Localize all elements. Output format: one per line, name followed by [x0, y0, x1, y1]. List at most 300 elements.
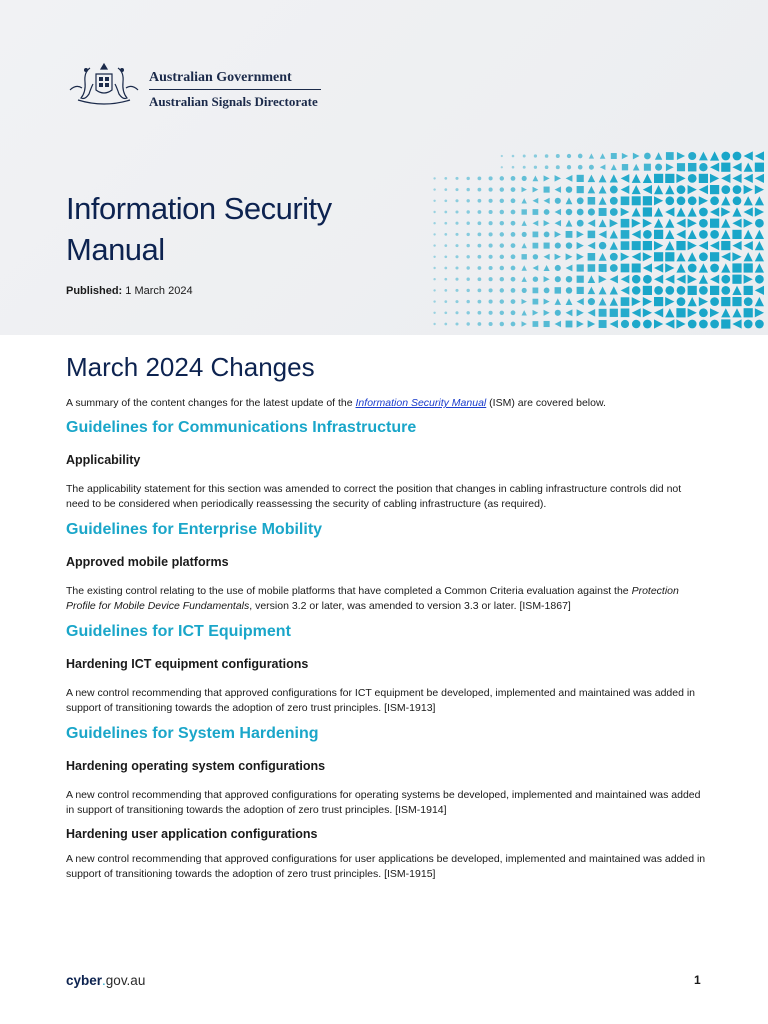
pattern-shape — [755, 297, 764, 306]
pattern-shape — [688, 275, 697, 284]
pattern-shape — [511, 232, 516, 237]
pattern-shape — [744, 275, 753, 284]
pattern-shape — [478, 300, 482, 304]
pattern-shape — [688, 174, 697, 183]
pattern-shape — [555, 175, 561, 181]
pattern-shape — [721, 185, 730, 194]
pattern-shape — [566, 287, 572, 293]
pattern-shape — [621, 275, 630, 284]
pattern-shape — [632, 196, 641, 205]
pattern-shape — [665, 230, 674, 239]
pattern-shape — [444, 244, 447, 247]
pattern-shape — [512, 166, 515, 169]
pattern-shape — [643, 308, 652, 317]
pattern-shape — [500, 299, 504, 303]
pattern-shape — [478, 210, 482, 214]
pattern-shape — [632, 174, 641, 183]
pattern-shape — [500, 266, 504, 270]
pattern-shape — [721, 163, 730, 172]
pattern-shape — [611, 164, 617, 170]
pattern-shape — [511, 221, 516, 226]
pattern-shape — [643, 297, 652, 306]
pattern-shape — [444, 233, 447, 236]
intro-text-before: A summary of the content changes for the latest update of the — [66, 397, 356, 409]
pattern-shape — [643, 219, 652, 228]
pattern-shape — [643, 286, 652, 295]
pattern-shape — [600, 153, 606, 159]
pattern-shape — [699, 263, 708, 272]
pattern-shape — [566, 276, 572, 282]
pattern-shape — [676, 241, 685, 250]
pattern-shape — [654, 196, 663, 205]
pattern-shape — [555, 231, 561, 237]
pattern-shape — [500, 210, 504, 214]
pattern-shape — [632, 297, 641, 306]
pattern-shape — [511, 266, 516, 271]
pattern-shape — [522, 221, 527, 226]
pattern-shape — [621, 174, 630, 183]
pattern-shape — [500, 199, 504, 203]
pattern-shape — [466, 300, 469, 303]
footer-logo-cyber: cyber — [66, 973, 103, 988]
pattern-shape — [566, 231, 573, 238]
pattern-shape — [676, 219, 685, 228]
pattern-shape — [732, 286, 741, 295]
pattern-shape — [755, 230, 764, 239]
pattern-shape — [677, 163, 685, 171]
pattern-shape — [577, 320, 584, 327]
paragraph-ict-hardening: A new control recommending that approved configurations for ICT equipment be developed, implemented and maintained was added in support of transitioning towards the adoption of zero trust principles. [ISM-1913] — [66, 687, 696, 714]
pattern-shape — [699, 208, 708, 217]
pattern-shape — [654, 174, 663, 183]
pattern-shape — [500, 311, 504, 315]
pattern-shape — [433, 244, 435, 246]
pattern-shape — [544, 299, 550, 305]
pattern-shape — [755, 163, 764, 172]
pattern-shape — [676, 319, 685, 328]
pattern-shape — [577, 220, 584, 227]
pattern-shape — [688, 219, 697, 228]
pattern-shape — [534, 154, 537, 157]
pattern-shape — [444, 211, 447, 214]
pattern-shape — [733, 185, 742, 194]
pattern-shape — [455, 222, 458, 225]
ism-link[interactable]: Information Security Manual — [355, 397, 487, 409]
pattern-shape — [665, 207, 674, 216]
pattern-shape — [688, 252, 697, 261]
paragraph-os-hardening: A new control recommending that approved configurations for operating systems be developed, implemented and maintained was added in support of transitioning towards the adoption of zero trust principles. [ISM-1914] — [66, 789, 701, 816]
pattern-shape — [599, 286, 607, 294]
pattern-shape — [721, 308, 730, 317]
published-date: 1 March 2024 — [125, 285, 193, 297]
pattern-shape — [632, 275, 641, 284]
pattern-shape — [710, 320, 719, 329]
pattern-shape — [621, 241, 630, 250]
pattern-shape — [444, 267, 447, 270]
pattern-shape — [688, 196, 697, 205]
pattern-shape — [489, 176, 493, 180]
pattern-shape — [610, 208, 618, 216]
pattern-shape — [621, 297, 630, 306]
pattern-shape — [466, 221, 469, 224]
pattern-shape — [610, 241, 618, 249]
pattern-shape — [632, 241, 641, 250]
pattern-shape — [544, 288, 550, 294]
main-content — [66, 350, 716, 890]
pattern-shape — [578, 165, 583, 170]
pattern-shape — [555, 220, 561, 226]
pattern-shape — [566, 298, 573, 305]
paragraph-applicability: The applicability statement for this section was amended to correct the position that changes in cabling infrastructure controls did not need to be considered when periodically reassessing the security of cabling infrastructure (as required). — [66, 483, 682, 510]
pattern-shape — [744, 252, 753, 261]
pattern-shape — [744, 163, 753, 172]
pattern-shape — [444, 199, 447, 202]
pattern-shape — [654, 219, 663, 228]
subheading-mobile-platforms: Approved mobile platforms — [66, 555, 229, 569]
pattern-shape — [433, 233, 435, 235]
pattern-shape — [489, 244, 493, 248]
pattern-shape — [489, 188, 493, 192]
pattern-shape — [556, 165, 560, 169]
pattern-shape — [643, 174, 652, 183]
pattern-shape — [732, 163, 741, 172]
pattern-shape — [710, 286, 719, 295]
pattern-shape — [566, 265, 573, 272]
pattern-shape — [632, 252, 641, 261]
pattern-shape — [455, 188, 458, 191]
pattern-shape — [666, 152, 674, 160]
pattern-shape — [688, 308, 697, 317]
pattern-shape — [610, 320, 618, 328]
pattern-shape — [466, 233, 469, 236]
pattern-shape — [544, 254, 550, 260]
pattern-shape — [500, 232, 504, 236]
pattern-shape — [732, 219, 741, 228]
pattern-shape — [433, 188, 435, 190]
pattern-shape — [444, 222, 447, 225]
pattern-shape — [478, 188, 482, 192]
pattern-shape — [489, 199, 493, 203]
pattern-shape — [599, 309, 607, 317]
pattern-shape — [577, 242, 584, 249]
subheading-applicability: Applicability — [66, 453, 141, 467]
pattern-shape — [522, 277, 527, 282]
pattern-shape — [755, 263, 764, 272]
pattern-shape — [511, 176, 516, 181]
pattern-shape — [533, 265, 539, 271]
pattern-shape — [466, 244, 469, 247]
pattern-shape — [466, 322, 469, 325]
pattern-shape — [577, 209, 584, 216]
pattern-shape — [522, 321, 527, 326]
pattern-shape — [610, 230, 618, 238]
pattern-shape — [710, 151, 719, 160]
pattern-shape — [643, 252, 652, 261]
pattern-shape — [643, 185, 652, 194]
pattern-shape — [599, 298, 607, 306]
mobile-text-before: The existing control relating to the use of mobile platforms that have completed a Common Criteria evaluation against the — [66, 585, 632, 597]
pattern-shape — [512, 155, 515, 158]
pattern-shape — [478, 311, 482, 315]
pattern-shape — [665, 263, 674, 272]
pattern-shape — [522, 299, 527, 304]
pattern-shape — [632, 264, 641, 273]
pattern-shape — [632, 185, 641, 194]
pattern-shape — [755, 219, 764, 228]
pattern-shape — [500, 176, 504, 180]
pattern-shape — [665, 275, 674, 284]
pattern-shape — [610, 286, 618, 294]
pattern-shape — [544, 243, 550, 249]
pattern-shape — [621, 219, 630, 228]
pattern-shape — [555, 254, 561, 260]
pattern-shape — [578, 154, 583, 159]
pattern-shape — [732, 263, 741, 272]
pattern-shape — [533, 288, 539, 294]
pattern-shape — [444, 323, 447, 326]
pattern-shape — [567, 165, 571, 169]
pattern-shape — [710, 230, 719, 239]
pattern-shape — [621, 230, 630, 239]
pattern-shape — [533, 299, 539, 305]
pattern-shape — [744, 196, 753, 205]
pattern-shape — [555, 198, 561, 204]
pattern-shape — [466, 311, 469, 314]
pattern-shape — [455, 300, 458, 303]
pattern-shape — [665, 319, 674, 328]
pattern-shape — [555, 321, 561, 327]
pattern-shape — [544, 321, 550, 327]
pattern-shape — [555, 186, 561, 192]
pattern-shape — [599, 208, 607, 216]
pattern-shape — [755, 174, 764, 183]
pattern-shape — [732, 252, 741, 261]
pattern-shape — [566, 197, 573, 204]
pattern-shape — [699, 275, 708, 284]
pattern-shape — [500, 277, 504, 281]
coat-of-arms-icon — [66, 60, 142, 108]
pattern-shape — [588, 186, 596, 194]
pattern-shape — [699, 297, 708, 306]
pattern-shape — [732, 241, 741, 250]
pattern-shape — [433, 300, 435, 302]
pattern-shape — [433, 278, 435, 280]
pattern-shape — [699, 174, 708, 183]
pattern-shape — [654, 286, 663, 295]
pattern-shape — [610, 297, 618, 305]
pattern-shape — [632, 320, 641, 329]
section-heading-ict-equipment: Guidelines for ICT Equipment — [66, 623, 291, 640]
section-heading-system-hardening: Guidelines for System Hardening — [66, 725, 319, 742]
pattern-shape — [710, 275, 719, 284]
pattern-shape — [676, 275, 685, 284]
pattern-shape — [599, 197, 607, 205]
pattern-shape — [455, 210, 458, 213]
pattern-shape — [511, 288, 516, 293]
pattern-shape — [632, 308, 641, 317]
pattern-shape — [478, 266, 482, 270]
section-heading-mobility: Guidelines for Enterprise Mobility — [66, 521, 323, 538]
pattern-shape — [599, 275, 607, 283]
pattern-shape — [744, 263, 753, 272]
pattern-shape — [688, 230, 697, 239]
pattern-shape — [710, 308, 719, 317]
pattern-shape — [643, 263, 652, 272]
pattern-shape — [478, 177, 482, 181]
pattern-shape — [721, 286, 730, 295]
pattern-shape — [501, 155, 503, 157]
pattern-shape — [500, 288, 504, 292]
pattern-shape — [522, 187, 527, 192]
pattern-shape — [755, 252, 764, 261]
pattern-shape — [444, 188, 447, 191]
pattern-shape — [577, 186, 584, 193]
pattern-shape — [566, 209, 572, 215]
pattern-shape — [699, 152, 708, 161]
subheading-app-hardening: Hardening user application configurations — [66, 827, 318, 841]
pattern-shape — [433, 256, 435, 258]
pattern-shape — [721, 275, 730, 284]
pattern-shape — [654, 241, 663, 250]
pattern-shape — [721, 263, 730, 272]
pattern-shape — [533, 321, 539, 327]
pattern-shape — [555, 265, 561, 271]
pattern-shape — [566, 321, 573, 328]
pattern-shape — [665, 252, 674, 261]
pattern-shape — [455, 255, 458, 258]
pattern-shape — [433, 289, 435, 291]
pattern-shape — [755, 275, 764, 284]
pattern-shape — [744, 230, 753, 239]
pattern-shape — [688, 207, 697, 216]
pattern-shape — [643, 196, 652, 205]
pattern-shape — [489, 266, 493, 270]
pattern-shape — [755, 196, 764, 205]
pattern-shape — [721, 174, 730, 183]
pattern-shape — [511, 299, 516, 304]
pattern-shape — [478, 277, 482, 281]
pattern-shape — [621, 286, 630, 295]
pattern-shape — [533, 198, 539, 204]
pattern-shape — [755, 320, 764, 329]
pattern-shape — [600, 164, 606, 170]
pattern-shape — [544, 198, 550, 204]
pattern-shape — [654, 308, 663, 317]
pattern-shape — [621, 264, 630, 273]
pattern-shape — [444, 311, 447, 314]
pattern-shape — [699, 286, 708, 295]
pattern-shape — [699, 185, 708, 194]
pattern-shape — [588, 175, 596, 183]
pattern-shape — [655, 152, 662, 159]
pattern-shape — [710, 174, 719, 183]
pattern-shape — [523, 166, 526, 169]
pattern-shape — [654, 252, 663, 261]
pattern-shape — [755, 185, 764, 194]
pattern-shape — [654, 319, 663, 328]
pattern-shape — [588, 231, 596, 239]
pattern-shape — [599, 186, 607, 194]
pattern-shape — [588, 264, 596, 272]
pattern-shape — [455, 311, 458, 314]
pattern-shape — [444, 255, 447, 258]
pattern-shape — [566, 242, 572, 248]
pattern-shape — [433, 323, 435, 325]
pattern-shape — [755, 151, 764, 160]
pattern-shape — [489, 311, 493, 315]
pattern-shape — [744, 185, 753, 194]
pattern-shape — [433, 312, 435, 314]
pattern-shape — [721, 252, 730, 261]
pattern-shape — [665, 219, 674, 228]
pattern-shape — [721, 319, 730, 328]
pattern-shape — [433, 177, 435, 179]
pattern-shape — [489, 322, 493, 326]
pattern-shape — [534, 166, 537, 169]
pattern-shape — [478, 289, 482, 293]
pattern-shape — [610, 219, 618, 227]
pattern-shape — [710, 196, 719, 205]
pattern-shape — [721, 241, 730, 250]
pattern-shape — [599, 264, 607, 272]
pattern-shape — [433, 211, 435, 213]
pattern-shape — [566, 186, 572, 192]
pattern-shape — [588, 275, 596, 283]
pattern-shape — [500, 187, 504, 191]
pattern-shape — [500, 255, 504, 259]
pattern-shape — [688, 163, 696, 171]
pattern-shape — [478, 322, 482, 326]
pattern-shape — [655, 164, 662, 171]
pattern-shape — [599, 242, 607, 250]
pattern-shape — [489, 221, 493, 225]
pattern-shape — [744, 174, 753, 183]
pattern-shape — [710, 185, 719, 194]
pattern-shape — [478, 199, 482, 203]
pattern-shape — [466, 255, 469, 258]
pattern-shape — [677, 152, 685, 160]
pattern-shape — [466, 289, 469, 292]
pattern-shape — [643, 275, 652, 284]
pattern-shape — [721, 297, 730, 306]
pattern-shape — [511, 187, 516, 192]
pattern-shape — [444, 278, 447, 281]
pattern-shape — [676, 230, 685, 239]
pattern-shape — [744, 320, 753, 329]
pattern-shape — [544, 209, 550, 215]
pattern-shape — [621, 320, 629, 328]
pattern-shape — [589, 165, 594, 170]
pattern-shape — [567, 154, 571, 158]
pattern-shape — [522, 265, 527, 270]
pattern-shape — [621, 252, 630, 261]
pattern-shape — [588, 242, 596, 250]
pattern-shape — [744, 219, 753, 228]
pattern-shape — [654, 230, 663, 239]
pattern-shape — [522, 310, 527, 315]
pattern-shape — [455, 199, 458, 202]
pattern-shape — [455, 289, 458, 292]
pattern-shape — [599, 174, 607, 182]
pattern-shape — [577, 264, 584, 271]
pattern-shape — [676, 308, 685, 317]
pattern-shape — [755, 286, 764, 295]
pattern-shape — [632, 286, 641, 295]
pattern-shape — [677, 297, 686, 306]
pattern-shape — [544, 232, 550, 238]
changes-title: March 2024 Changes — [66, 352, 315, 382]
pattern-shape — [444, 300, 447, 303]
